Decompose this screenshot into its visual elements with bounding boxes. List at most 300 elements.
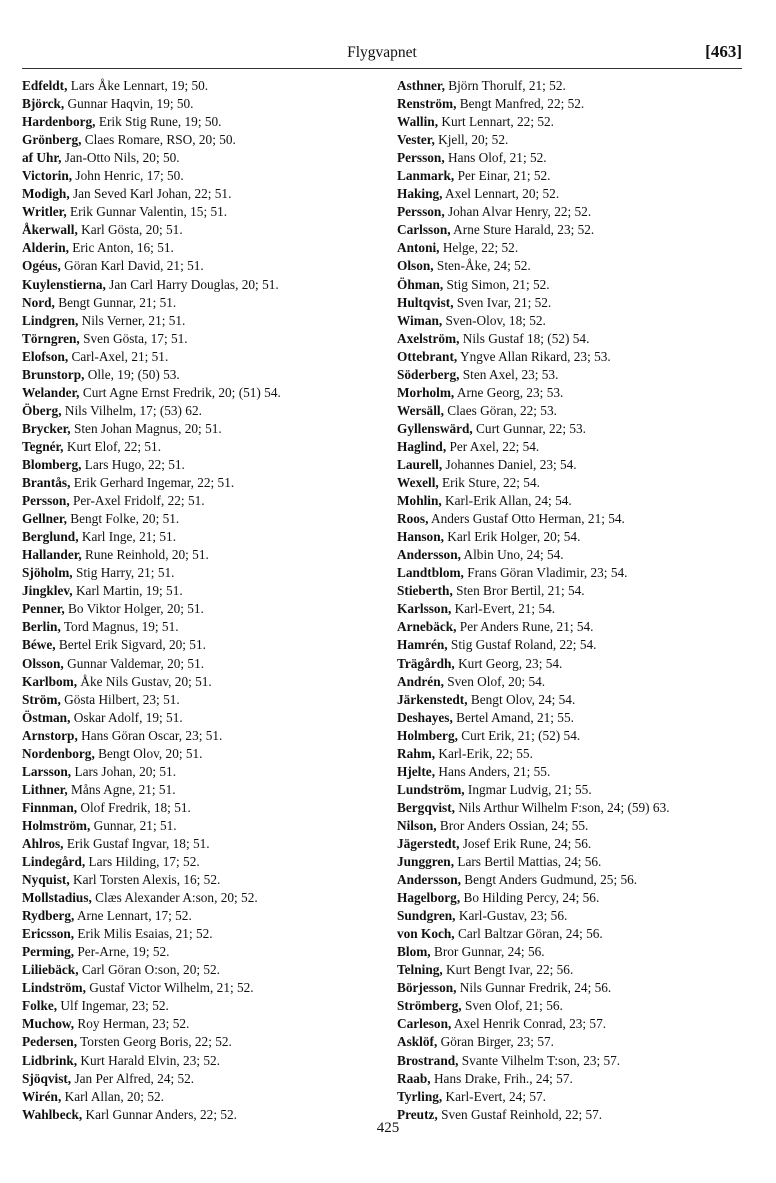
list-item	[22, 817, 390, 835]
list-item	[397, 510, 767, 528]
list-item	[22, 636, 390, 654]
list-item	[397, 600, 767, 618]
entry-surname: Karlsson,	[397, 601, 452, 617]
entry-details: Bertel Erik Sigvard, 20; 51.	[55, 637, 206, 653]
entry-details: Sten Johan Magnus, 20; 51.	[70, 420, 222, 436]
entry-surname: Hanson,	[397, 529, 444, 545]
entry-surname: Asthner,	[397, 78, 445, 93]
entry-surname: Arnstorp,	[22, 727, 78, 743]
entry-details: Olle, 19; (50) 53.	[84, 366, 180, 382]
entry-details: Torsten Georg Boris, 22; 52.	[77, 1034, 232, 1050]
entry-surname: Brostrand,	[397, 1052, 459, 1068]
entry-details: Karl Gösta, 20; 51.	[77, 222, 183, 238]
entry-details: Olof Fredrik, 18; 51.	[77, 799, 191, 815]
list-item	[397, 745, 767, 763]
entry-details: Bertel Amand, 21; 55.	[452, 709, 574, 725]
list-item	[22, 763, 390, 781]
entry-details: Claes Göran, 22; 53.	[443, 402, 557, 418]
entry-details: Axel Lennart, 20; 52.	[442, 186, 560, 202]
entry-details: Sven Gustaf Reinhold, 22; 57.	[437, 1106, 603, 1122]
list-item	[397, 492, 767, 510]
entry-details: Karl-Erik, 22; 55.	[435, 745, 533, 761]
entry-surname: Penner,	[22, 601, 65, 617]
entry-surname: Morholm,	[397, 384, 455, 400]
entry-details: Hans Anders, 21; 55.	[435, 763, 551, 779]
list-item	[22, 745, 390, 763]
list-item	[22, 691, 390, 709]
entry-surname: Nyquist,	[22, 872, 70, 888]
entry-details: Gösta Hilbert, 23; 51.	[60, 691, 180, 707]
entry-details: Per-Arne, 19; 52.	[74, 944, 170, 960]
entry-surname: Arnebäck,	[397, 619, 457, 635]
entry-details: Göran Birger, 23; 57.	[437, 1034, 554, 1050]
list-item	[397, 817, 767, 835]
entry-surname: Persson,	[397, 150, 445, 166]
list-item	[22, 149, 390, 167]
list-item	[22, 113, 390, 131]
entry-surname: von Koch,	[397, 926, 455, 942]
entry-surname: Olson,	[397, 258, 434, 274]
list-item	[397, 167, 767, 185]
entry-details: Gunnar, 21; 51.	[90, 817, 177, 833]
list-item	[397, 961, 767, 979]
entry-details: Carl Baltzar Göran, 24; 56.	[454, 926, 603, 942]
entry-surname: Persson,	[397, 204, 445, 220]
list-item	[22, 673, 390, 691]
entry-details: Bengt Gunnar, 21; 51.	[54, 294, 177, 310]
list-item	[22, 420, 390, 438]
list-item	[397, 618, 767, 636]
entry-details: Carl Göran O:son, 20; 52.	[78, 962, 220, 978]
entry-details: Gustaf Victor Wilhelm, 21; 52.	[85, 980, 254, 996]
entry-details: Frans Göran Vladimir, 23; 54.	[463, 565, 628, 581]
entry-surname: Berglund,	[22, 529, 79, 545]
list-item	[397, 673, 767, 691]
entry-surname: Öberg,	[22, 402, 62, 418]
entry-details: Kjell, 20; 52.	[434, 132, 509, 148]
entry-details: Karl-Gustav, 23; 56.	[455, 908, 568, 924]
entry-surname: Ogéus,	[22, 258, 61, 274]
entry-surname: Telning,	[397, 962, 443, 978]
list-item	[397, 203, 767, 221]
entry-surname: Ottebrant,	[397, 348, 458, 364]
list-item	[397, 1015, 767, 1033]
page-number: 425	[376, 1120, 400, 1136]
entry-surname: Hallander,	[22, 547, 82, 563]
list-item	[397, 799, 767, 817]
list-item	[22, 925, 390, 943]
list-item	[397, 582, 767, 600]
entry-surname: Brantås,	[22, 475, 71, 491]
list-item	[397, 149, 767, 167]
entry-details: Sten Bror Bertil, 21; 54.	[452, 583, 585, 599]
list-item	[397, 1033, 767, 1051]
entry-surname: Rahm,	[397, 745, 436, 761]
entry-details: Curt Agne Ernst Fredrik, 20; (51) 54.	[79, 384, 281, 400]
entry-details: Clæs Alexander A:son, 20; 52.	[91, 890, 258, 906]
entry-details: Svante Vilhelm T:son, 23; 57.	[458, 1052, 621, 1068]
list-item	[22, 1052, 390, 1070]
entry-details: Gunnar Valdemar, 20; 51.	[63, 655, 205, 671]
entry-surname: Béwe,	[22, 637, 56, 653]
entry-details: Jan-Otto Nils, 20; 50.	[61, 150, 180, 166]
list-item	[22, 655, 390, 673]
list-item	[397, 528, 767, 546]
list-item	[397, 889, 767, 907]
list-item	[22, 239, 390, 257]
entry-details: Bo Viktor Holger, 20; 51.	[64, 601, 204, 617]
entry-surname: Hultqvist,	[397, 294, 454, 310]
entry-surname: Wallin,	[397, 114, 439, 130]
entry-surname: Börjesson,	[397, 980, 457, 996]
entry-details: Bengt Manfred, 22; 52.	[456, 96, 585, 112]
list-item	[397, 348, 767, 366]
entry-surname: Ericsson,	[22, 926, 75, 942]
entry-details: Kurt Bengt Ivar, 22; 56.	[442, 962, 574, 978]
list-item	[397, 113, 767, 131]
entry-surname: Carlsson,	[397, 222, 451, 238]
list-item	[397, 312, 767, 330]
entry-surname: Lindström,	[22, 980, 86, 996]
list-item	[397, 1088, 767, 1106]
entry-surname: Haglind,	[397, 438, 447, 454]
list-item	[22, 582, 390, 600]
list-item	[22, 618, 390, 636]
entry-surname: Jingklev,	[22, 583, 73, 599]
entry-surname: Writler,	[22, 204, 67, 220]
entry-details: Erik Gunnar Valentin, 15; 51.	[66, 204, 228, 220]
entry-surname: Sjöqvist,	[22, 1070, 72, 1086]
entry-details: Lars Johan, 20; 51.	[71, 763, 177, 779]
entry-details: Nils Verner, 21; 51.	[78, 312, 186, 328]
entry-surname: Pedersen,	[22, 1034, 78, 1050]
entry-details: Roy Herman, 23; 52.	[74, 1016, 190, 1032]
list-item	[22, 943, 390, 961]
entry-surname: af Uhr,	[22, 150, 62, 166]
list-item	[397, 943, 767, 961]
list-item	[22, 510, 390, 528]
entry-details: Bengt Olov, 24; 54.	[467, 691, 576, 707]
entry-surname: Landtblom,	[397, 565, 464, 581]
entry-surname: Axelström,	[397, 330, 460, 346]
entry-surname: Mollstadius,	[22, 890, 92, 906]
entry-surname: Kuylenstierna,	[22, 276, 106, 292]
list-item	[397, 871, 767, 889]
entry-surname: Renström,	[397, 96, 457, 112]
list-item	[397, 131, 767, 149]
entry-details: Per-Axel Fridolf, 22; 51.	[69, 493, 205, 509]
entry-surname: Jägerstedt,	[397, 835, 460, 851]
list-item	[22, 979, 390, 997]
entry-details: Jan Per Alfred, 24; 52.	[71, 1070, 195, 1086]
entry-details: Lars Hugo, 22; 51.	[81, 456, 185, 472]
list-item	[22, 564, 390, 582]
entry-surname: Stieberth,	[397, 583, 453, 599]
entry-surname: Folke,	[22, 998, 58, 1014]
entry-details: Nils Arthur Wilhelm F:son, 24; (59) 63.	[455, 799, 670, 815]
list-item	[397, 691, 767, 709]
entry-surname: Brycker,	[22, 420, 71, 436]
list-item	[22, 997, 390, 1015]
entry-details: Curt Erik, 21; (52) 54.	[457, 727, 581, 743]
list-item	[22, 348, 390, 366]
entry-details: Kurt Harald Elvin, 23; 52.	[77, 1052, 220, 1068]
entry-details: Stig Gustaf Roland, 22; 54.	[447, 637, 597, 653]
entry-details: Karl-Evert, 24; 57.	[442, 1088, 546, 1104]
list-item	[397, 1070, 767, 1088]
entry-details: Hans Göran Oscar, 23; 51.	[77, 727, 223, 743]
list-item	[397, 420, 767, 438]
entry-details: Lars Bertil Mattias, 24; 56.	[454, 854, 602, 870]
entry-surname: Bergqvist,	[397, 799, 455, 815]
entry-details: John Henric, 17; 50.	[72, 168, 184, 184]
entry-surname: Wiman,	[397, 312, 443, 328]
entry-details: Kurt Elof, 22; 51.	[63, 438, 162, 454]
entry-details: Bengt Olov, 20; 51.	[94, 745, 203, 761]
entry-surname: Andrén,	[397, 673, 444, 689]
entry-surname: Deshayes,	[397, 709, 453, 725]
entry-details: Nils Gunnar Fredrik, 24; 56.	[456, 980, 612, 996]
entry-details: Bror Gunnar, 24; 56.	[430, 944, 545, 960]
entry-surname: Olsson,	[22, 655, 64, 671]
entry-surname: Brunstorp,	[22, 366, 85, 382]
entry-surname: Berlin,	[22, 619, 61, 635]
list-item	[397, 185, 767, 203]
left-column	[22, 77, 390, 1124]
list-item	[22, 366, 390, 384]
entry-surname: Carleson,	[397, 1016, 452, 1032]
list-item	[397, 474, 767, 492]
entry-details: Arne Lennart, 17; 52.	[74, 908, 192, 924]
entry-surname: Larsson,	[22, 763, 72, 779]
entry-details: Sven-Olov, 18; 52.	[442, 312, 546, 328]
list-item	[397, 655, 767, 673]
page-reference: [463]	[705, 42, 742, 61]
list-item	[22, 330, 390, 348]
entry-surname: Modigh,	[22, 186, 70, 202]
entry-details: Bengt Anders Gudmund, 25; 56.	[460, 872, 638, 888]
entry-surname: Strömberg,	[397, 998, 462, 1014]
entry-surname: Wexell,	[397, 475, 439, 491]
list-item	[22, 961, 390, 979]
list-item	[397, 384, 767, 402]
entry-details: Karl Torsten Alexis, 16; 52.	[69, 872, 221, 888]
entry-details: Lars Hilding, 17; 52.	[85, 854, 200, 870]
entry-details: Karl-Erik Allan, 24; 54.	[441, 493, 572, 509]
entry-details: Nils Gustaf 18; (52) 54.	[459, 330, 590, 346]
entry-surname: Lundström,	[397, 781, 465, 797]
entry-details: Bengt Folke, 20; 51.	[66, 511, 180, 527]
list-item	[22, 835, 390, 853]
entry-surname: Ahlros,	[22, 835, 64, 851]
entry-details: Per Axel, 22; 54.	[446, 438, 540, 454]
entry-surname: Törngren,	[22, 330, 80, 346]
list-item	[22, 402, 390, 420]
list-item	[397, 727, 767, 745]
list-item	[397, 276, 767, 294]
entry-surname: Tegnér,	[22, 438, 64, 454]
entry-surname: Roos,	[397, 511, 429, 527]
entry-surname: Lithner,	[22, 781, 68, 797]
entry-details: Bror Anders Ossian, 24; 55.	[436, 817, 589, 833]
entry-details: Stig Harry, 21; 51.	[72, 565, 175, 581]
list-item	[397, 294, 767, 312]
entry-details: Hans Olof, 21; 52.	[444, 150, 547, 166]
entry-details: Hans Drake, Frih., 24; 57.	[430, 1070, 573, 1086]
entry-details: Sten-Åke, 24; 52.	[433, 258, 531, 274]
list-item	[22, 889, 390, 907]
entry-surname: Hardenborg,	[22, 114, 96, 130]
entry-surname: Andersson,	[397, 547, 461, 563]
list-item	[22, 871, 390, 889]
list-item	[397, 1052, 767, 1070]
entry-surname: Ström,	[22, 691, 61, 707]
entry-details: Claes Romare, RSO, 20; 50.	[81, 132, 236, 148]
entry-surname: Nilson,	[397, 817, 437, 833]
entry-details: Johan Alvar Henry, 22; 52.	[444, 204, 592, 220]
entry-surname: Lindegård,	[22, 854, 86, 870]
entry-surname: Liliebäck,	[22, 962, 79, 978]
entry-details: Yngve Allan Rikard, 23; 53.	[457, 348, 611, 364]
entry-surname: Muchow,	[22, 1016, 75, 1032]
entry-surname: Sundgren,	[397, 908, 456, 924]
entry-surname: Asklöf,	[397, 1034, 438, 1050]
entry-surname: Rydberg,	[22, 908, 75, 924]
entry-surname: Finnman,	[22, 799, 78, 815]
list-item	[22, 492, 390, 510]
running-title: Flygvapnet	[347, 44, 417, 61]
entry-surname: Hjelte,	[397, 763, 436, 779]
list-item	[397, 709, 767, 727]
list-item	[397, 257, 767, 275]
entry-surname: Wersäll,	[397, 402, 444, 418]
list-item	[22, 528, 390, 546]
entry-details: Helge, 22; 52.	[439, 240, 519, 256]
list-item	[22, 474, 390, 492]
entry-surname: Junggren,	[397, 854, 455, 870]
entry-details: Tord Magnus, 19; 51.	[60, 619, 179, 635]
entry-details: Anders Gustaf Otto Herman, 21; 54.	[428, 511, 625, 527]
list-item	[22, 221, 390, 239]
entry-surname: Raab,	[397, 1070, 431, 1086]
entry-details: Erik Sture, 22; 54.	[438, 475, 540, 491]
list-item	[22, 709, 390, 727]
entry-details: Arne Sture Harald, 23; 52.	[450, 222, 595, 238]
entry-surname: Blom,	[397, 944, 431, 960]
entry-details: Ulf Ingemar, 23; 52.	[57, 998, 169, 1014]
entry-details: Per Anders Rune, 21; 54.	[456, 619, 594, 635]
entry-details: Björn Thorulf, 21; 52.	[444, 78, 566, 93]
entry-surname: Persson,	[22, 493, 70, 509]
list-item	[22, 185, 390, 203]
entry-surname: Karlbom,	[22, 673, 78, 689]
entry-surname: Edfeldt,	[22, 78, 68, 93]
entry-surname: Söderberg,	[397, 366, 460, 382]
list-item	[397, 564, 767, 582]
entry-details: Gunnar Haqvin, 19; 50.	[64, 96, 194, 112]
entry-surname: Victorin,	[22, 168, 73, 184]
entry-details: Erik Milis Esaias, 21; 52.	[74, 926, 213, 942]
entry-details: Albin Uno, 24; 54.	[460, 547, 564, 563]
entry-surname: Vester,	[397, 132, 435, 148]
entry-details: Lars Åke Lennart, 19; 50.	[67, 78, 209, 93]
entry-surname: Antoni,	[397, 240, 440, 256]
entry-surname: Järkenstedt,	[397, 691, 468, 707]
entry-surname: Blomberg,	[22, 456, 82, 472]
entry-details: Oskar Adolf, 19; 51.	[70, 709, 183, 725]
list-item	[22, 77, 390, 95]
list-item	[397, 546, 767, 564]
list-item	[22, 546, 390, 564]
entry-details: Bo Hilding Percy, 24; 56.	[460, 890, 600, 906]
list-item	[397, 763, 767, 781]
entry-surname: Lidbrink,	[22, 1052, 78, 1068]
list-item	[22, 276, 390, 294]
entry-details: Erik Stig Rune, 19; 50.	[95, 114, 222, 130]
entry-surname: Alderin,	[22, 240, 69, 256]
entry-surname: Mohlin,	[397, 493, 442, 509]
entry-surname: Åkerwall,	[22, 222, 78, 238]
entry-details: Sven Ivar, 21; 52.	[453, 294, 552, 310]
entry-details: Nils Vilhelm, 17; (53) 62.	[61, 402, 202, 418]
list-item	[22, 1070, 390, 1088]
entry-details: Karl Inge, 21; 51.	[78, 529, 177, 545]
list-item	[397, 835, 767, 853]
entry-surname: Nord,	[22, 294, 55, 310]
list-item	[22, 1015, 390, 1033]
entry-details: Kurt Lennart, 22; 52.	[438, 114, 554, 130]
entry-surname: Welander,	[22, 384, 80, 400]
entry-details: Axel Henrik Conrad, 23; 57.	[451, 1016, 607, 1032]
entry-details: Sven Gösta, 17; 51.	[79, 330, 188, 346]
list-item	[22, 1088, 390, 1106]
entry-surname: Sjöholm,	[22, 565, 73, 581]
entry-details: Sven Olof, 21; 56.	[461, 998, 563, 1014]
entry-surname: Gyllenswärd,	[397, 420, 473, 436]
entry-surname: Holmberg,	[397, 727, 458, 743]
list-item	[397, 221, 767, 239]
list-item	[397, 853, 767, 871]
entry-details: Carl-Axel, 21; 51.	[68, 348, 169, 364]
list-item	[22, 167, 390, 185]
list-item	[397, 366, 767, 384]
entry-surname: Preutz,	[397, 1106, 438, 1122]
header-rule	[22, 68, 742, 69]
entry-details: Ingmar Ludvig, 21; 55.	[464, 781, 592, 797]
entry-surname: Björck,	[22, 96, 65, 112]
list-item	[397, 456, 767, 474]
page-header	[22, 42, 742, 66]
entry-surname: Nordenborg,	[22, 745, 95, 761]
right-column	[397, 77, 767, 1124]
entry-details: Karl-Evert, 21; 54.	[451, 601, 556, 617]
entry-surname: Andersson,	[397, 872, 461, 888]
entry-surname: Holmström,	[22, 817, 91, 833]
entry-surname: Perming,	[22, 944, 75, 960]
list-item	[22, 131, 390, 149]
list-item	[22, 727, 390, 745]
entry-surname: Laurell,	[397, 456, 443, 472]
entry-details: Sten Axel, 23; 53.	[459, 366, 559, 382]
list-item	[22, 257, 390, 275]
entry-details: Jan Seved Karl Johan, 22; 51.	[69, 186, 232, 202]
entry-surname: Öhman,	[397, 276, 444, 292]
list-item	[397, 438, 767, 456]
entry-surname: Tyrling,	[397, 1088, 443, 1104]
entry-details: Åke Nils Gustav, 20; 51.	[77, 673, 212, 689]
list-item	[397, 402, 767, 420]
list-item	[397, 77, 767, 95]
